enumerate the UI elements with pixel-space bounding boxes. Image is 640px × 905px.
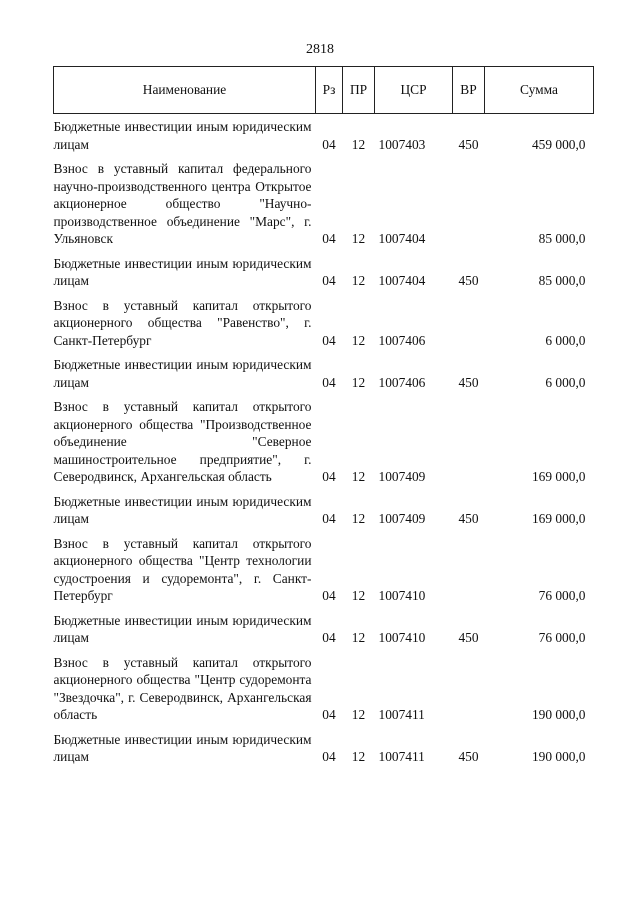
row-name: Взнос в уставный капитал открытого акционерного общества "Центр технологии судостроения и судоремонта", г. Санкт-Петербург [53,535,312,603]
header-rz: Рз [316,67,343,114]
row-pr: 12 [351,707,366,722]
row-name: Взнос в уставный капитал открытого акционерного общества "Центр судоремонта "Звездочка", г. Северодвинск, Архангельская область [53,654,312,722]
row-rz: 04 [322,469,336,484]
row-pr: 12 [351,511,366,526]
header-pr: ПР [343,67,375,114]
table-row [54,156,594,251]
row-name: Бюджетные инвестиции иным юридическим лицам [53,612,312,645]
row-vr: 450 [458,749,479,764]
row-rz: 04 [322,231,336,246]
row-rz: 04 [322,749,336,764]
row-sum: 169 000,0 [531,469,586,484]
row-name: Бюджетные инвестиции иным юридическим лицам [53,731,312,764]
row-sum: 6 000,0 [545,332,586,348]
header-name: Наименование [54,67,316,114]
row-vr: 450 [458,630,479,645]
header-vr: ВР [453,67,485,114]
row-pr: 12 [351,749,366,764]
row-sum: 85 000,0 [538,273,586,288]
row-sum: 190 000,0 [531,749,586,764]
row-name: Бюджетные инвестиции иным юридическим лицам [53,357,312,390]
row-sum: 6 000,0 [545,374,586,390]
row-pr: 12 [351,273,366,288]
row-name: Бюджетные инвестиции иным юридическим лицам [53,255,312,288]
row-pr: 12 [351,588,366,603]
row-rz: 04 [322,332,336,348]
row-rz: 04 [322,374,336,390]
header-sum: Сумма [485,67,594,114]
budget-table [53,66,594,769]
row-rz: 04 [322,136,336,152]
row-pr: 12 [351,231,366,246]
row-vr [453,293,485,353]
row-name: Взнос в уставный капитал открытого акционерного общества "Равенство", г. Санкт-Петербург [53,297,312,348]
row-vr: 450 [458,374,479,390]
row-csr: 1007406 [378,332,426,348]
row-vr [453,650,485,727]
table-row [54,727,594,769]
table-row [54,608,594,650]
page-number: 2818 [306,42,334,57]
row-csr: 1007411 [378,707,425,722]
row-sum: 85 000,0 [538,231,586,246]
row-name: Бюджетные инвестиции иным юридическим лицам [53,119,312,152]
table-row [54,531,594,608]
table-header-row [54,67,594,114]
row-csr: 1007409 [378,469,426,484]
header-csr: ЦСР [375,67,453,114]
row-csr: 1007406 [378,374,426,390]
row-sum: 459 000,0 [531,136,586,152]
row-csr: 1007409 [378,511,426,526]
row-rz: 04 [322,707,336,722]
row-rz: 04 [322,273,336,288]
table-row [54,293,594,353]
row-pr: 12 [351,332,366,348]
row-sum: 76 000,0 [538,588,586,603]
row-pr: 12 [351,374,366,390]
row-name: Взнос в уставный капитал федерального научно-производственного центра Открытое акционерное общество "Научно-производственное объединение "Марс", г. Ульяновск [53,161,312,246]
table-row [54,352,594,394]
table-row [54,251,594,293]
row-vr [453,156,485,251]
row-pr: 12 [351,136,366,152]
row-vr: 450 [458,511,479,526]
row-csr: 1007404 [378,273,426,288]
row-name: Бюджетные инвестиции иным юридическим лицам [53,493,312,526]
row-csr: 1007411 [378,749,425,764]
row-csr: 1007410 [378,588,426,603]
row-csr: 1007410 [378,630,426,645]
row-rz: 04 [322,511,336,526]
row-vr [453,394,485,489]
row-vr: 450 [458,273,479,288]
row-csr: 1007403 [378,136,426,152]
table-row [54,114,594,157]
row-csr: 1007404 [378,231,426,246]
row-pr: 12 [351,630,366,645]
row-rz: 04 [322,630,336,645]
row-sum: 190 000,0 [531,707,586,722]
row-vr [453,531,485,608]
row-rz: 04 [322,588,336,603]
table-row [54,394,594,489]
row-vr: 450 [458,136,479,152]
table-row [54,489,594,531]
row-name: Взнос в уставный капитал открытого акционерного общества "Производственное объединение "Северное машиностроительное предприятие", г. Северодвинск, Архангельская область [53,399,312,484]
table-row [54,650,594,727]
row-sum: 76 000,0 [538,630,586,645]
row-sum: 169 000,0 [531,511,586,526]
row-pr: 12 [351,469,366,484]
